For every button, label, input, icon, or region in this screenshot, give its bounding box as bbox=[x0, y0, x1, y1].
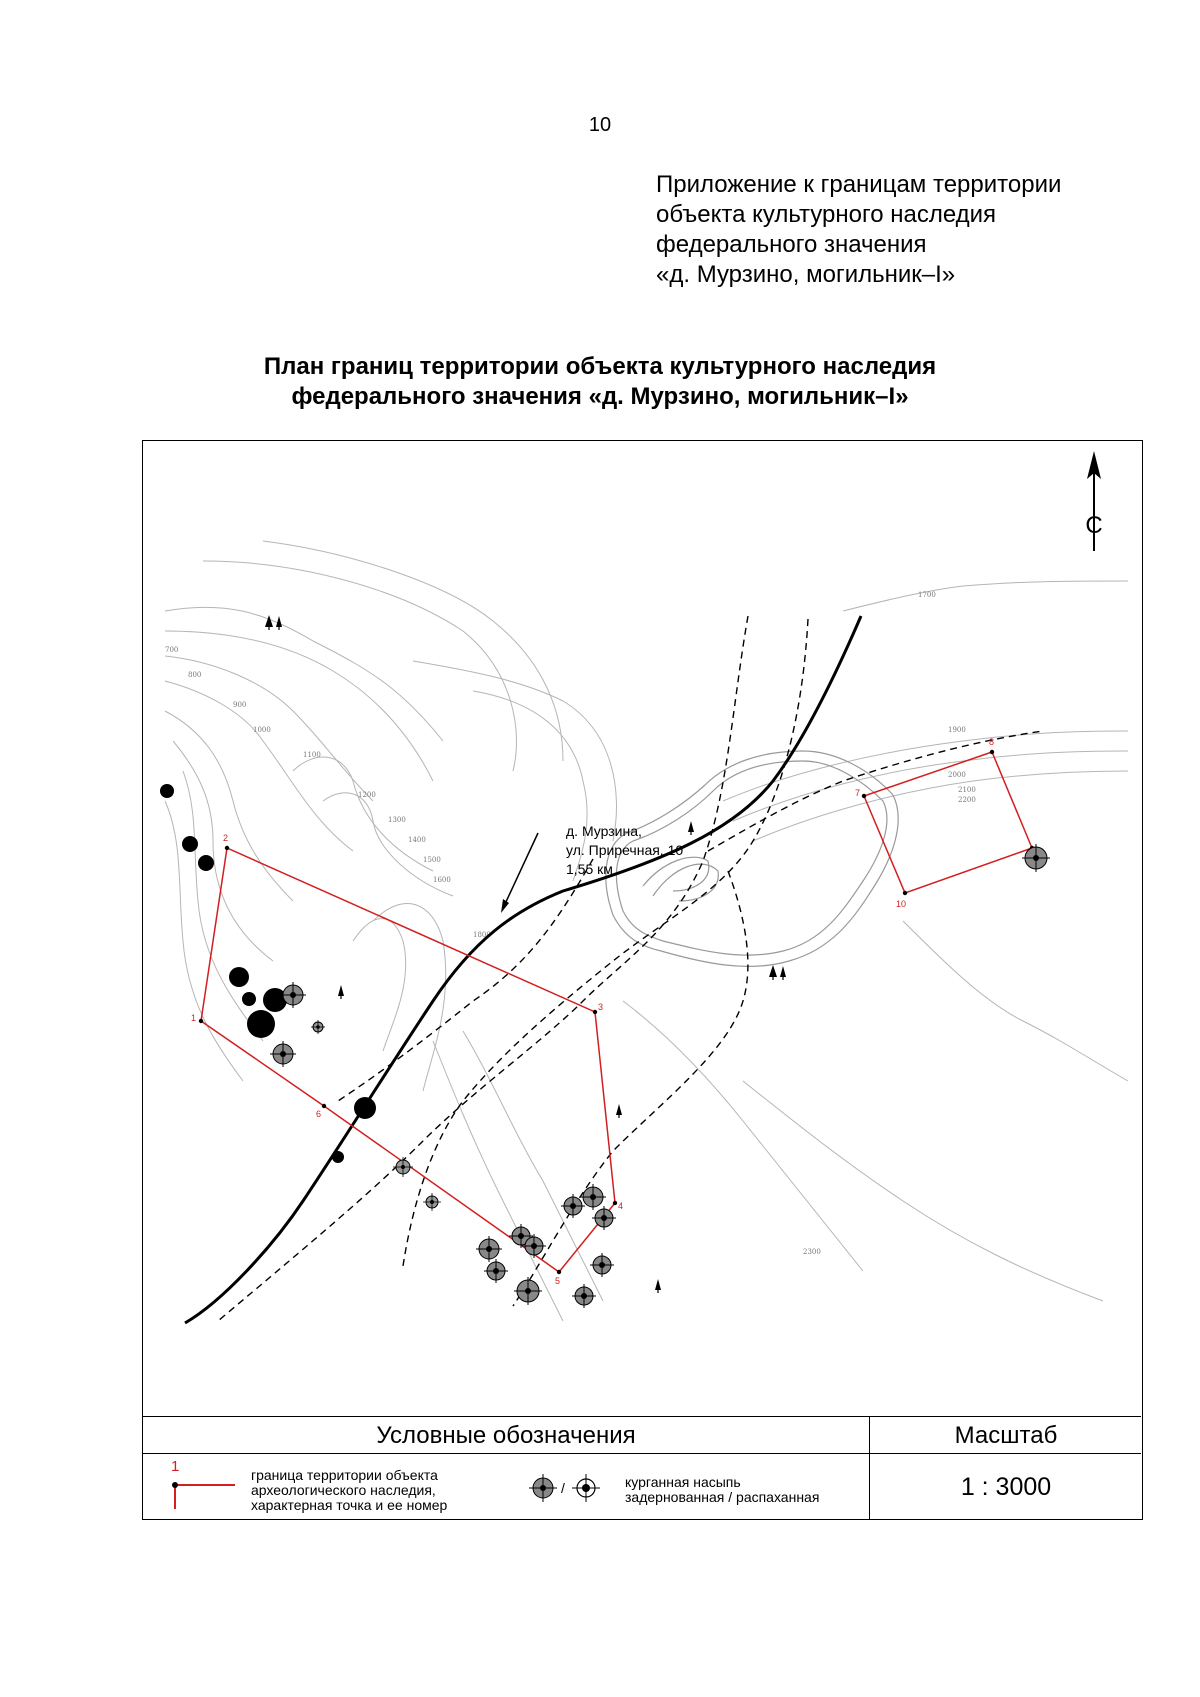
direction-arrow-icon bbox=[501, 833, 538, 913]
boundary-legend-number: 1 bbox=[171, 1458, 180, 1475]
kurgan-mound bbox=[514, 1277, 542, 1305]
appendix-line: Приложение к границам территории bbox=[656, 171, 1062, 198]
contour-label: 1300 bbox=[388, 816, 406, 824]
contour-value-labels bbox=[165, 591, 976, 1256]
kurgan-mound bbox=[561, 1194, 585, 1218]
tree-icon bbox=[276, 616, 282, 630]
kurgan-mound bbox=[572, 1284, 596, 1308]
kurgan-mound bbox=[484, 1259, 508, 1283]
appendix-line: «д. Мурзино, могильник–I» bbox=[656, 261, 956, 288]
legend-title: Условные обозначения bbox=[376, 1422, 636, 1449]
legend-header-row bbox=[143, 1417, 1141, 1454]
contour-label: 900 bbox=[233, 701, 247, 709]
direction-label-line: ул. Приречная, 10 bbox=[566, 842, 684, 858]
contour-label: 1100 bbox=[303, 751, 321, 759]
contour-label: 1200 bbox=[358, 791, 376, 799]
boundary-point bbox=[613, 1201, 617, 1205]
boundary-point-number: 1 bbox=[191, 1013, 197, 1023]
direction-label-line: 1,55 км bbox=[566, 861, 613, 877]
tree-icon bbox=[616, 1104, 622, 1118]
contour-label: 1000 bbox=[253, 726, 271, 734]
appendix-line: федерального значения bbox=[656, 231, 927, 258]
plan-title bbox=[0, 352, 1200, 412]
map-canvas bbox=[143, 441, 1144, 1418]
dashed-roads bbox=[218, 616, 1043, 1321]
boundary-point bbox=[862, 794, 866, 798]
boundary-point-number: 10 bbox=[896, 899, 907, 909]
legend-panel bbox=[143, 1416, 1141, 1520]
tree-icon bbox=[655, 1279, 661, 1293]
black-mound bbox=[198, 855, 214, 871]
plan-title-line: федерального значения «д. Мурзино, могильник–I» bbox=[291, 383, 909, 410]
appendix-line: объекта культурного наследия bbox=[656, 201, 997, 228]
mound-legend-separator: / bbox=[561, 1480, 565, 1496]
kurgan-mound bbox=[393, 1157, 413, 1177]
boundary-legend-line: граница территории объекта bbox=[251, 1467, 438, 1483]
main-road bbox=[185, 616, 861, 1323]
boundary-point-number: 7 bbox=[855, 788, 861, 798]
boundary-point-number: 2 bbox=[223, 833, 229, 843]
scale-value: 1 : 3000 bbox=[869, 1454, 1142, 1520]
contour-label: 1400 bbox=[408, 836, 426, 844]
boundary-legend-text bbox=[251, 1468, 447, 1513]
kurgan-mound bbox=[590, 1253, 614, 1277]
contour-label: 2200 bbox=[958, 796, 976, 804]
contour-label: 800 bbox=[188, 671, 202, 679]
black-mound bbox=[247, 1010, 275, 1038]
black-mound bbox=[182, 836, 198, 852]
boundary-point bbox=[990, 750, 994, 754]
scale-title: Масштаб bbox=[869, 1417, 1142, 1453]
mound-legend-line: задернованная / распаханная bbox=[625, 1489, 820, 1505]
contour-label: 1700 bbox=[918, 591, 936, 599]
north-label: С bbox=[1085, 512, 1103, 539]
tree-icon bbox=[688, 821, 694, 835]
contour-lines bbox=[165, 541, 1128, 1321]
boundary-point bbox=[225, 846, 229, 850]
boundary-point bbox=[199, 1019, 203, 1023]
black-mound bbox=[332, 1151, 344, 1163]
tree-symbols bbox=[265, 615, 786, 1293]
boundary-point-number: 4 bbox=[618, 1201, 624, 1211]
contour-label: 1600 bbox=[433, 876, 451, 884]
boundary-point-number: 8 bbox=[989, 737, 995, 747]
tree-icon bbox=[338, 985, 344, 999]
boundary-point bbox=[903, 891, 907, 895]
direction-label-line: д. Мурзина, bbox=[566, 823, 642, 839]
plowed-mound-legend-icon bbox=[568, 1473, 604, 1503]
boundary-legend-line: археологического наследия, bbox=[251, 1482, 436, 1498]
kurgan-mound bbox=[423, 1193, 441, 1211]
sodded-mound-legend-icon bbox=[525, 1473, 561, 1503]
boundary-point bbox=[557, 1270, 561, 1274]
black-mounds bbox=[160, 784, 376, 1163]
contour-label: 2000 bbox=[948, 771, 966, 779]
tree-icon bbox=[769, 965, 777, 980]
boundary-point-number: 3 bbox=[598, 1002, 604, 1012]
boundary-polygon-main bbox=[201, 848, 615, 1272]
north-arrow-icon bbox=[1085, 451, 1102, 551]
boundary-point bbox=[322, 1104, 326, 1108]
direction-label bbox=[566, 823, 683, 877]
boundary-point bbox=[593, 1010, 597, 1014]
kurgan-mound bbox=[1022, 844, 1050, 872]
plan-title-line: План границ территории объекта культурного наследия bbox=[263, 353, 937, 380]
kurgan-mound bbox=[476, 1236, 502, 1262]
black-mound bbox=[229, 967, 249, 987]
contour-label: 2300 bbox=[803, 1248, 821, 1256]
mound-legend-line: курганная насыпь bbox=[625, 1474, 741, 1490]
contour-label: 700 bbox=[165, 646, 179, 654]
terrace-outline bbox=[606, 751, 898, 966]
contour-label: 2100 bbox=[958, 786, 976, 794]
kurgan-mounds bbox=[270, 844, 1050, 1308]
contour-label: 1900 bbox=[948, 726, 966, 734]
black-mound bbox=[354, 1097, 376, 1119]
boundary-point-number: 5 bbox=[555, 1276, 561, 1286]
black-mound bbox=[242, 992, 256, 1006]
contour-label: 1500 bbox=[423, 856, 441, 864]
contour-label: 1800 bbox=[473, 931, 491, 939]
kurgan-mound bbox=[270, 1041, 296, 1067]
boundary-legend-line: характерная точка и ее номер bbox=[251, 1497, 448, 1513]
tree-icon bbox=[780, 966, 786, 980]
map-frame bbox=[142, 440, 1143, 1520]
kurgan-mound bbox=[311, 1020, 325, 1034]
appendix-caption bbox=[656, 170, 1176, 290]
black-mound bbox=[160, 784, 174, 798]
boundary-point-number: 6 bbox=[316, 1109, 322, 1119]
mound-legend-text bbox=[625, 1475, 819, 1505]
tree-icon bbox=[265, 615, 273, 630]
page-number: 10 bbox=[588, 114, 612, 136]
